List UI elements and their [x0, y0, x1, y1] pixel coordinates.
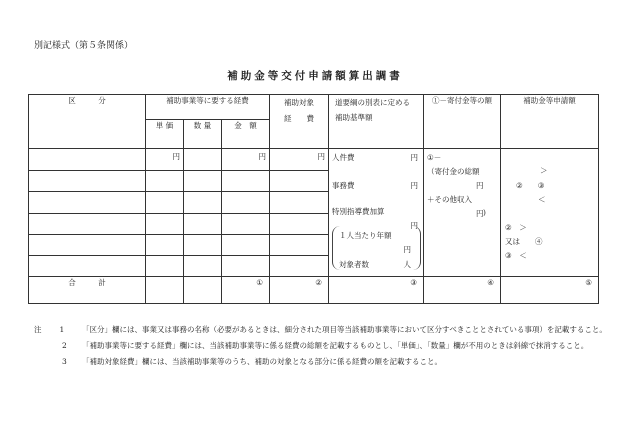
- unit-price-cell: 円: [146, 149, 184, 171]
- header-kubun: 区 分: [29, 95, 146, 149]
- note-2: 2 「補助事業等に要する経費」欄には、当該補助事業等に係る経費の総額を記載するものとし、「単価」、「数量」欄が不用のときは斜線で抹消すること。: [62, 341, 589, 350]
- donation-cell: ①－ （寄付金の総額 円 ＋その他収入 円 ): [424, 149, 501, 277]
- total-label: 合 計: [29, 277, 146, 304]
- subjects-label: 対象者数: [339, 260, 370, 269]
- amount-cell: 円: [222, 149, 270, 171]
- subjects-unit: 人: [403, 260, 412, 269]
- calculation-table: [28, 94, 599, 304]
- notes: [34, 323, 609, 368]
- office-label: 事務費: [332, 181, 355, 190]
- personnel-label: 人件費: [332, 153, 355, 162]
- per-person-yen: 円: [403, 245, 412, 254]
- header-unit-price: 単 価: [146, 120, 184, 149]
- header-required-costs: 補助事業等に要する経費: [146, 95, 270, 120]
- quantity-cell: [184, 149, 222, 171]
- note-3: 3 「補助対象経費」欄には、当該補助事業等のうち、補助の対象となる部分に係る経費の額を記載すること。: [62, 357, 442, 366]
- target-cost-cell: 円: [270, 149, 329, 171]
- per-person-label: １人当たり年額: [339, 231, 392, 240]
- note-1: 注 1 「区分」欄には、事業又は事務の名称（必要があるときは、細分された項目等当該補助事業等において区分すべきこととされている事項）を記載すること。: [34, 325, 607, 334]
- header-amount: 金 額: [222, 120, 270, 149]
- header-request: 補助金等申請額: [501, 95, 599, 149]
- header-target-costs: 補助対象 経 費: [270, 95, 329, 149]
- total-amount: ①: [222, 277, 270, 304]
- base-amount-cell: [329, 149, 424, 277]
- special-yen: 円: [410, 221, 419, 230]
- request-cell: ＞ ② ③ ＜ ② ＞ 又は ④ ③ ＜: [501, 149, 599, 277]
- header-quantity: 数 量: [184, 120, 222, 149]
- header-base-amount: 道要綱の別表に定める 補助基準額: [329, 95, 424, 149]
- form-label: 別記様式（第５条関係）: [34, 41, 134, 51]
- header-donation: ①－寄付金等の額: [424, 95, 501, 149]
- total-base: ③: [329, 277, 424, 304]
- document-title: 補助金等交付申請額算出調書: [227, 70, 403, 82]
- total-target: ②: [270, 277, 329, 304]
- personnel-yen: 円: [410, 153, 419, 162]
- kubun-cell: [29, 149, 146, 171]
- office-yen: 円: [410, 181, 419, 190]
- special-label: 特別指導費加算: [332, 207, 385, 216]
- total-donation: ④: [424, 277, 501, 304]
- total-request: ⑤: [501, 277, 599, 304]
